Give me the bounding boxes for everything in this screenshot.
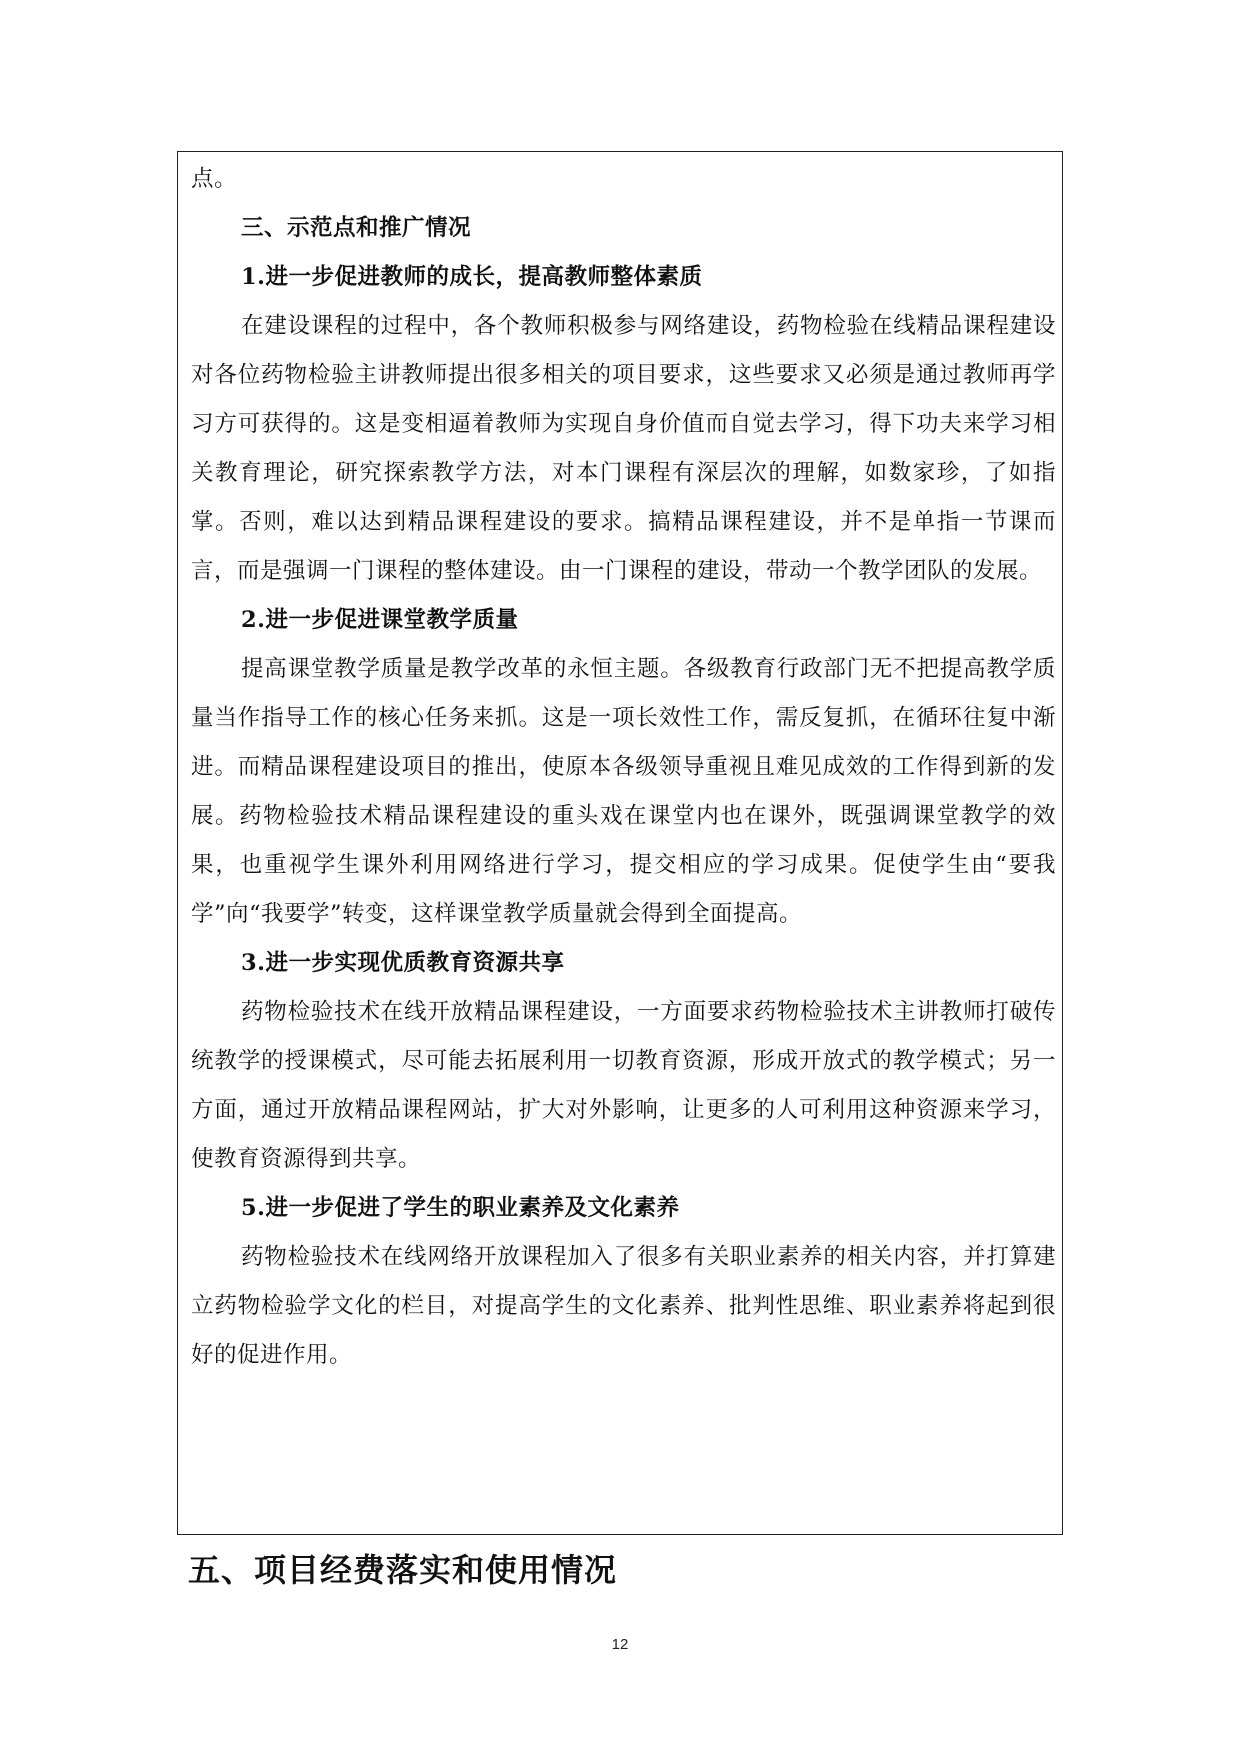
subsection-heading: 三、示范点和推广情况 xyxy=(241,215,472,241)
body-paragraph-3: 药物检验技术在线开放精品课程建设，一方面要求药物检验技术主讲教师打破传统教学的授课模式，尽可能去拓展利用一切教育资源，形成开放式的教学模式；另一方面，通过开放精品课程网站，扩大对外影响，让更多的人可利用这种资源来学习，使教育资源得到共享。 xyxy=(191,999,1056,1172)
body-paragraph-2: 提高课堂教学质量是教学改革的永恒主题。各级教育行政部门无不把提高教学质量当作指导工作的核心任务来抓。这是一项长效性工作，需反复抓，在循环往复中渐进。而精品课程建设项目的推出，使原本各级领导重视且难见成效的工作得到新的发展。药物检验技术精品课程建设的重头戏在课堂内也在课外，既强调课堂教学的效果，也重视学生课外利用网络进行学习，提交相应的学习成果。促使学生由“要我学”向“我要学”转变，这样课堂教学质量就会得到全面提高。 xyxy=(191,656,1056,927)
body-paragraph-1: 在建设课程的过程中，各个教师积极参与网络建设，药物检验在线精品课程建设对各位药物检验主讲教师提出很多相关的项目要求，这些要求又必须是通过教师再学习方可获得的。这是变相逼着教师为实现自身价值而自觉去学习，得下功夫来学习相关教育理论，研究探索教学方法，对本门课程有深层次的理解，如数家珍，了如指掌。否则，难以达到精品课程建设的要求。搞精品课程建设，并不是单指一节课而言，而是强调一门课程的整体建设。由一门课程的建设，带动一个教学团队的发展。 xyxy=(191,313,1056,584)
continuation-text: 点。 xyxy=(191,166,238,192)
point-heading-2: 2.进一步促进课堂教学质量 xyxy=(241,607,519,633)
section-title: 五、项目经费落实和使用情况 xyxy=(188,1551,618,1589)
point-heading-3: 3.进一步实现优质教育资源共享 xyxy=(241,950,565,976)
page-number: 12 xyxy=(611,1636,629,1653)
cell-content xyxy=(191,155,1056,1380)
point-heading-5: 5.进一步促进了学生的职业素养及文化素养 xyxy=(241,1195,680,1221)
body-paragraph-5: 药物检验技术在线网络开放课程加入了很多有关职业素养的相关内容，并打算建立药物检验学文化的栏目，对提高学生的文化素养、批判性思维、职业素养将起到很好的促进作用。 xyxy=(191,1244,1056,1368)
point-heading-1: 1.进一步促进教师的成长，提高教师整体素质 xyxy=(241,264,703,290)
